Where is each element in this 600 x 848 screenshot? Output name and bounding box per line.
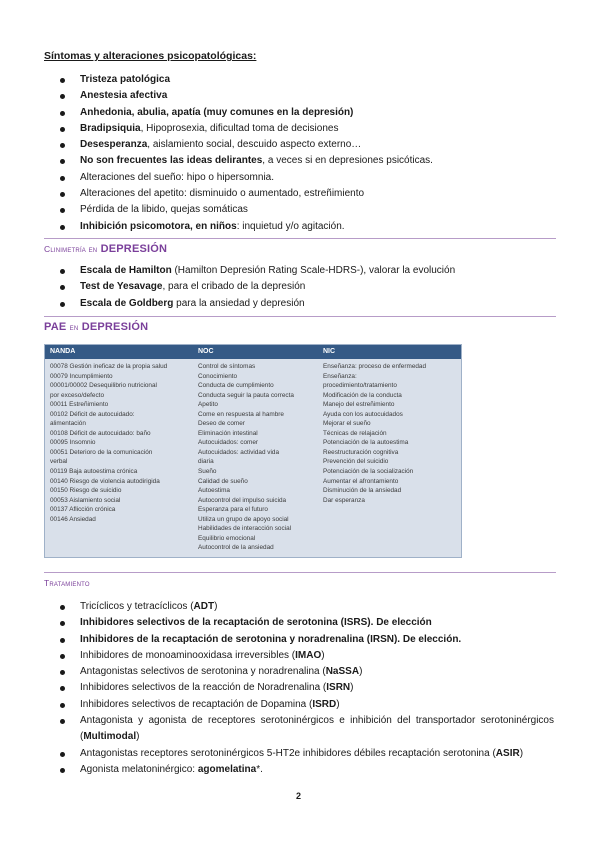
noc-cell: Calidad de sueño [198,477,248,485]
noc-cell: Utiliza un grupo de apoyo social [198,515,289,523]
list-item: Inhibidores selectivos de recaptación de Dopamina (ISRD) [44,697,554,713]
pae-table-header [45,345,461,359]
noc-cell: Autoestima [198,487,230,495]
noc-cell: Autocuidados: comer [198,439,259,447]
noc-cell: Esperanza para el futuro [198,506,268,514]
nanda-cell: 00078 Gestión ineficaz de la propia salud [50,363,168,370]
header-nic: NIC [323,348,336,355]
nanda-cell: 00051 Deterioro de la comunicación [50,448,153,456]
list-item: Test de Yesavage, para el cribado de la depresión [44,279,554,295]
nic-cell: Disminución de la ansiedad [323,487,402,495]
nic-cell: procedimiento/tratamiento [323,382,397,390]
list-item: Anhedonia, abulia, apatía (muy comunes en la depresión) [44,105,554,121]
noc-cell: Apetito [198,401,218,409]
list-item: Pérdida de la libido, quejas somáticas [44,202,554,218]
list-item: Inhibición psicomotora, en niños: inquietud y/o agitación. [44,219,554,235]
pae-table [44,344,462,558]
sintomas-list [44,72,554,235]
nic-cell: Ayuda con los autocuidados [323,410,403,418]
nic-cell: Dar esperanza [323,496,365,504]
nanda-cell: 00079 Incumplimiento [50,372,113,380]
nic-cell: Aumentar el afrontamiento [323,477,399,485]
nanda-cell: alimentación [50,420,86,428]
clinimetria-title: Clinimetría en DEPRESIÓN [44,243,168,255]
list-item: Desesperanza, aislamiento social, descuido aspecto externo… [44,137,554,153]
list-item: No son frecuentes las ideas delirantes, a veces si en depresiones psicóticas. [44,153,554,169]
nic-cell: Mejorar el sueño [323,420,371,428]
list-item-continuation: (Multimodal) [80,731,140,743]
list-item: Antagonistas receptores serotoninérgicos 5-HT2e inhibidores débiles recaptación serotonina (ASIR) [44,746,554,762]
noc-cell: Come en respuesta al hambre [198,410,284,418]
nanda-cell: 00119 Baja autoestima crónica [50,468,138,476]
noc-cell: Control de síntomas [198,363,256,370]
nanda-cell: 00146 Ansiedad [50,515,96,523]
nanda-cell: 00140 Riesgo de violencia autodirigida [50,477,160,485]
nic-cell: Prevención del suicidio [323,458,389,466]
noc-cell: diaria [198,458,214,466]
nanda-cell: 00095 Insomnio [50,439,96,447]
nic-cell: Enseñanza: proceso de enfermedad [323,363,427,370]
list-item: Tristeza patológica [44,72,554,88]
section-divider [44,572,556,573]
nic-cell: Reestructuración cognitiva [323,448,399,456]
tratamiento-list [44,599,554,778]
nanda-cell: 00150 Riesgo de suicidio [50,487,122,495]
noc-cell: Eliminación intestinal [198,429,258,437]
noc-cell: Autocuidados: actividad vida [198,448,280,456]
list-item: Alteraciones del apetito: disminuido o aumentado, estreñimiento [44,186,554,202]
list-item: Anestesia afectiva [44,88,554,104]
list-item: Escala de Goldberg para la ansiedad y depresión [44,296,554,312]
list-item: Antagonistas selectivos de serotonina y noradrenalina (NaSSA) [44,664,554,680]
nanda-cell: 00011 Estreñimiento [50,401,109,409]
noc-cell: Conducta de cumplimiento [198,382,274,390]
nic-cell: Potenciación de la autoestima [323,439,409,447]
nic-cell: Potenciación de la socialización [323,468,414,476]
header-nanda: NANDA [50,348,76,355]
noc-cell: Deseo de comer [198,420,245,428]
page-number: 2 [296,791,302,801]
noc-cell: Autocontrol de la ansiedad [198,544,274,552]
list-item: Bradipsiquia, Hipoprosexia, dificultad toma de decisiones [44,121,554,137]
nanda-cell: 00053 Aislamiento social [50,496,121,504]
noc-cell: Conducta seguir la pauta correcta [198,391,294,399]
nanda-cell: 00137 Aflicción crónica [50,506,116,514]
nanda-cell: por exceso/defecto [50,391,104,399]
section-divider [44,316,556,317]
list-item: Inhibidores selectivos de la reacción de Noradrenalina (ISRN) [44,680,554,696]
nic-cell: Modificación de la conducta [323,391,402,399]
pae-title: PAE en DEPRESIÓN [44,321,149,333]
nanda-column [50,362,167,524]
noc-cell: Sueño [198,468,217,476]
list-item: Escala de Hamilton (Hamilton Depresión Rating Scale-HDRS-), valorar la evolución [44,263,554,279]
sintomas-title: Síntomas y alteraciones psicopatológicas: [44,50,257,62]
tratamiento-title: Tratamiento [44,578,90,588]
clinimetria-list [44,263,554,312]
list-item: Inhibidores de la recaptación de serotonina y noradrenalina (IRSN). De elección. [44,632,554,648]
noc-cell: Conocimiento [198,372,238,380]
nanda-cell: verbal [50,458,68,466]
nic-cell: Enseñanza: [323,372,357,380]
nic-column [323,362,426,505]
nanda-cell: 00102 Déficit de autocuidado: [50,410,135,418]
list-item: Tricíclicos y tetracíclicos (ADT) [44,599,554,615]
list-item: Alteraciones del sueño: hipo o hipersomnia. [44,170,554,186]
noc-cell: Equilibrio emocional [198,534,256,542]
nanda-cell: 00001/00002 Desequilibrio nutricional [50,382,157,390]
nic-cell: Manejo del estreñimiento [323,401,395,409]
list-item: Antagonista y agonista de receptores serotoninérgicos e inhibición del transportador serotoninérgicos [44,713,554,729]
list-item: Inhibidores selectivos de la recaptación de serotonina (ISRS). De elección [44,615,554,631]
noc-cell: Autocontrol del impulso suicida [198,496,287,504]
section-divider [44,238,556,239]
noc-column [198,362,294,553]
list-item: Inhibidores de monoaminooxidasa irreversibles (IMAO) [44,648,554,664]
list-item: Agonista melatoninérgico: agomelatina*. [44,762,554,778]
noc-cell: Habilidades de interacción social [198,525,292,533]
nanda-cell: 00108 Déficit de autocuidado: baño [50,429,151,437]
header-noc: NOC [198,348,214,355]
nic-cell: Técnicas de relajación [323,429,387,437]
